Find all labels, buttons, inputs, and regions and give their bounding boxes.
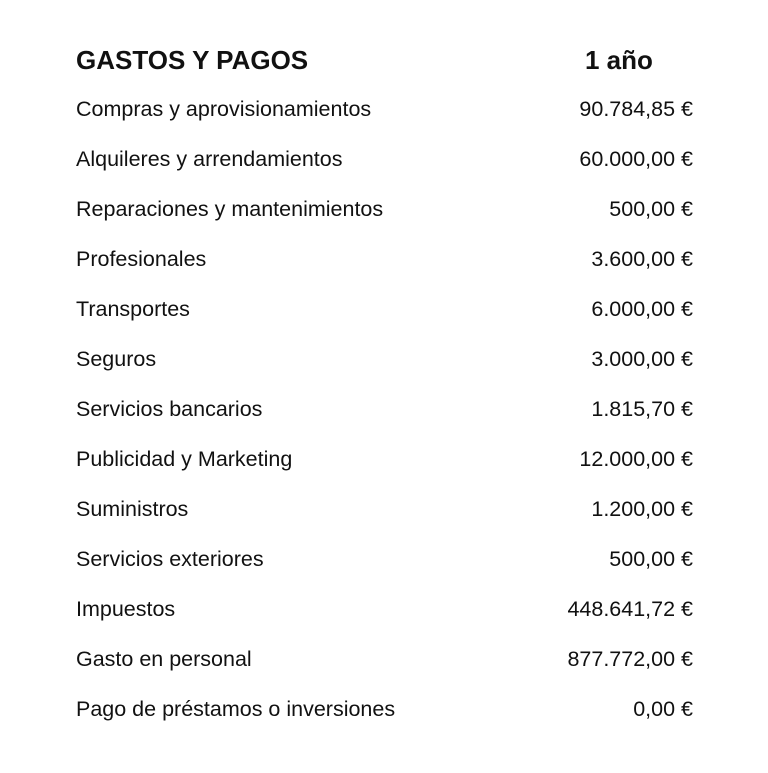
row-label: Alquileres y arrendamientos: [76, 147, 343, 171]
table-row: [0, 590, 768, 640]
table-body: [0, 90, 768, 740]
table-row: [0, 690, 768, 740]
row-amount: 448.641,72 €: [567, 597, 693, 621]
row-label: Servicios exteriores: [76, 547, 264, 571]
row-amount: 1.815,70 €: [591, 397, 693, 421]
row-amount: 0,00 €: [633, 697, 693, 721]
row-amount: 500,00 €: [609, 547, 693, 571]
table-row: [0, 490, 768, 540]
row-amount: 6.000,00 €: [591, 297, 693, 321]
row-label: Reparaciones y mantenimientos: [76, 197, 384, 221]
row-label: Transportes: [76, 297, 190, 321]
table-row: [0, 140, 768, 190]
row-amount: 877.772,00 €: [567, 647, 693, 671]
row-label: Pago de préstamos o inversiones: [76, 697, 396, 721]
table-row: [0, 540, 768, 590]
table-row: [0, 440, 768, 490]
row-label: Servicios bancarios: [76, 397, 263, 421]
table-row: [0, 190, 768, 240]
table-row: [0, 290, 768, 340]
row-label: Profesionales: [76, 247, 207, 271]
header-title: GASTOS Y PAGOS: [76, 45, 309, 75]
row-amount: 90.784,85 €: [579, 97, 693, 121]
table-row: [0, 90, 768, 140]
row-amount: 3.600,00 €: [591, 247, 693, 271]
row-amount: 60.000,00 €: [579, 147, 693, 171]
row-amount: 1.200,00 €: [591, 497, 693, 521]
table-row: [0, 340, 768, 390]
row-amount: 12.000,00 €: [579, 447, 693, 471]
table-row: [0, 640, 768, 690]
row-amount: 3.000,00 €: [591, 347, 693, 371]
table-row: [0, 240, 768, 290]
row-label: Impuestos: [76, 597, 176, 621]
row-label: Seguros: [76, 347, 157, 371]
header-period: 1 año: [585, 45, 653, 75]
row-label: Publicidad y Marketing: [76, 447, 293, 471]
table-row: [0, 390, 768, 440]
row-label: Gasto en personal: [76, 647, 252, 671]
row-label: Suministros: [76, 497, 189, 521]
row-amount: 500,00 €: [609, 197, 693, 221]
row-label: Compras y aprovisionamientos: [76, 97, 372, 121]
table-header: [0, 40, 768, 80]
